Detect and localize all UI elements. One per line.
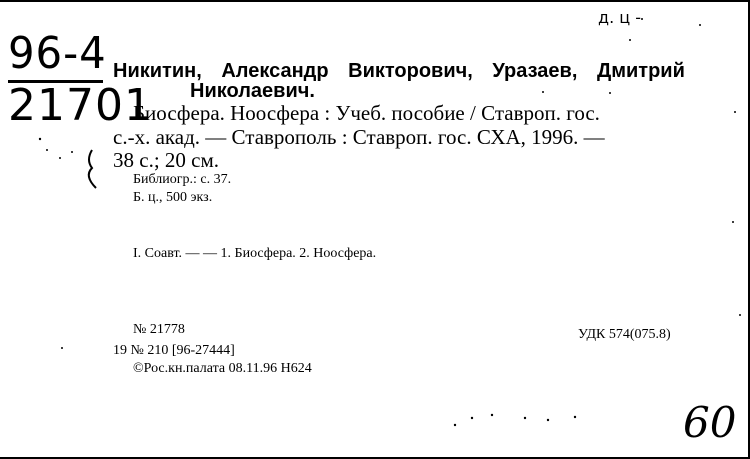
shelf-mark-bottom: 21701 <box>8 80 153 131</box>
tracings-line: I. Соавт. — — 1. Биосфера. 2. Ноосфера. <box>133 246 377 261</box>
title-line: Биосфера. Ноосфера : Учеб. пособие / Ставроп. гос. <box>133 101 600 125</box>
copyright-line: ©Рос.кн.палата 08.11.96 Н624 <box>133 361 312 376</box>
imprint-line: с.-х. акад. — Ставрополь : Ставроп. гос. СХА, 1996. — <box>113 125 605 149</box>
collation-line: 38 с.; 20 см. <box>113 148 220 172</box>
shelf-mark-top: 96-4 <box>8 28 107 79</box>
handwritten-mark-bottom: 60 <box>683 398 737 447</box>
speckle-marks <box>39 18 741 426</box>
record-number: № 21778 <box>133 322 185 337</box>
author-line: Никитин, Александр Викторович, Уразаев, Дмитрий <box>113 60 685 82</box>
udk-classification: УДК 574(075.8) <box>578 327 671 342</box>
handwritten-mark-top: д. ц - <box>598 8 641 27</box>
bracket-mark <box>89 150 96 188</box>
price-note: Б. ц., 500 экз. <box>133 190 213 205</box>
bibliography-note: Библиогр.: с. 37. <box>133 172 232 187</box>
author-line-continued: Николаевич. <box>190 80 315 102</box>
record-number-secondary: 19 № 210 [96-27444] <box>113 343 235 358</box>
